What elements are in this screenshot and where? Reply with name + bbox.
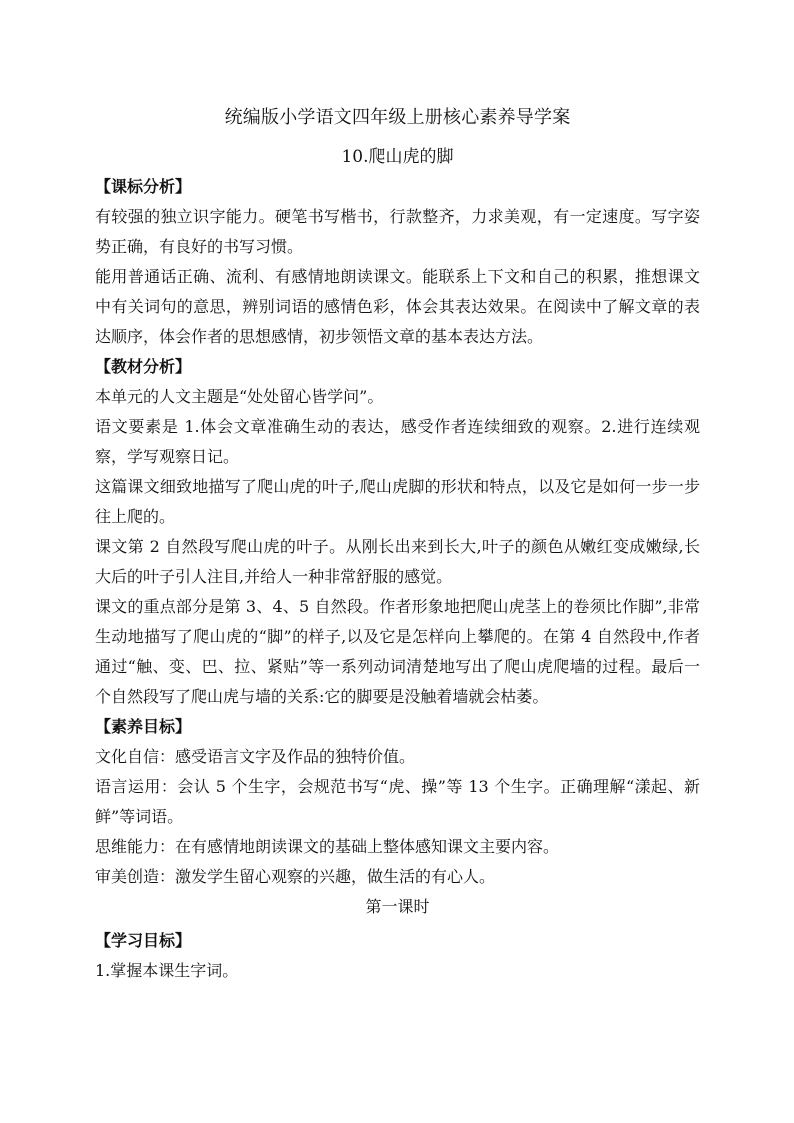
paragraph: 这篇课文细致地描写了爬山虎的叶子,爬山虎脚的形状和特点，以及它是如何一步一步往上爬的。 — [95, 477, 700, 526]
paragraph: 审美创造：激发学生留心观察的兴趣，做生活的有心人。 — [95, 867, 496, 886]
document-title: 统编版小学语文四年级上册核心素养导学案 — [224, 107, 571, 128]
paragraph: 能用普通话正确、流利、有感情地朗读课文。能联系上下文和自己的积累，推想课文中有关词句的意思，辨别词语的感情色彩，体会其表达效果。在阅读中了解文章的表达顺序，体会作者的思想感情，初步领悟文章的基本表达方法。 — [95, 267, 700, 346]
paragraph: 文化自信：感受语言文字及作品的独特价值。 — [95, 747, 416, 766]
section-heading-learning: 【学习目标】 — [95, 931, 192, 950]
lesson-title: 10.爬山虎的脚 — [341, 147, 454, 167]
paragraph: 有较强的独立识字能力。硬笔书写楷书，行款整齐，力求美观，有一定速度。写字姿势正确，有良好的书写习惯。 — [95, 207, 700, 256]
paragraph: 语言运用：会认 5 个生字，会规范书写“虎、操”等 13 个生字。正确理解“漾起、新鲜”等词语。 — [95, 777, 700, 826]
section-heading-literacy: 【素养目标】 — [95, 717, 192, 736]
paragraph: 本单元的人文主题是“处处留心皆学问”。 — [95, 387, 384, 406]
lesson-period: 第一课时 — [365, 897, 430, 916]
section-heading-textbook: 【教材分析】 — [95, 357, 192, 376]
paragraph: 1.掌握本课生字词。 — [95, 961, 239, 980]
paragraph: 课文第 2 自然段写爬山虎的叶子。从刚长出来到长大,叶子的颜色从嫩红变成嫩绿,长大后的叶子引人注目,并给人一种非常舒服的感觉。 — [95, 537, 700, 586]
section-heading-curriculum: 【课标分析】 — [95, 177, 192, 196]
document-content — [95, 104, 700, 986]
paragraph: 课文的重点部分是第 3、4、5 自然段。作者形象地把爬山虎茎上的卷须比作脚”,非常生动地描写了爬山虎的“脚”的样子,以及它是怎样向上攀爬的。在第 4 自然段中,作者通过“触、变、巴、拉、紧贴”等一系列动词清楚地写出了爬山虎爬墙的过程。最后一个自然段写了爬山虎与墙的关系:它的脚要是没触着墙就会枯萎。 — [95, 597, 700, 706]
paragraph: 语文要素是 1.体会文章准确生动的表达，感受作者连续细致的观察。2.进行连续观察，学写观察日记。 — [95, 417, 700, 466]
paragraph: 思维能力：在有感情地朗读课文的基础上整体感知课文主要内容。 — [95, 837, 560, 856]
